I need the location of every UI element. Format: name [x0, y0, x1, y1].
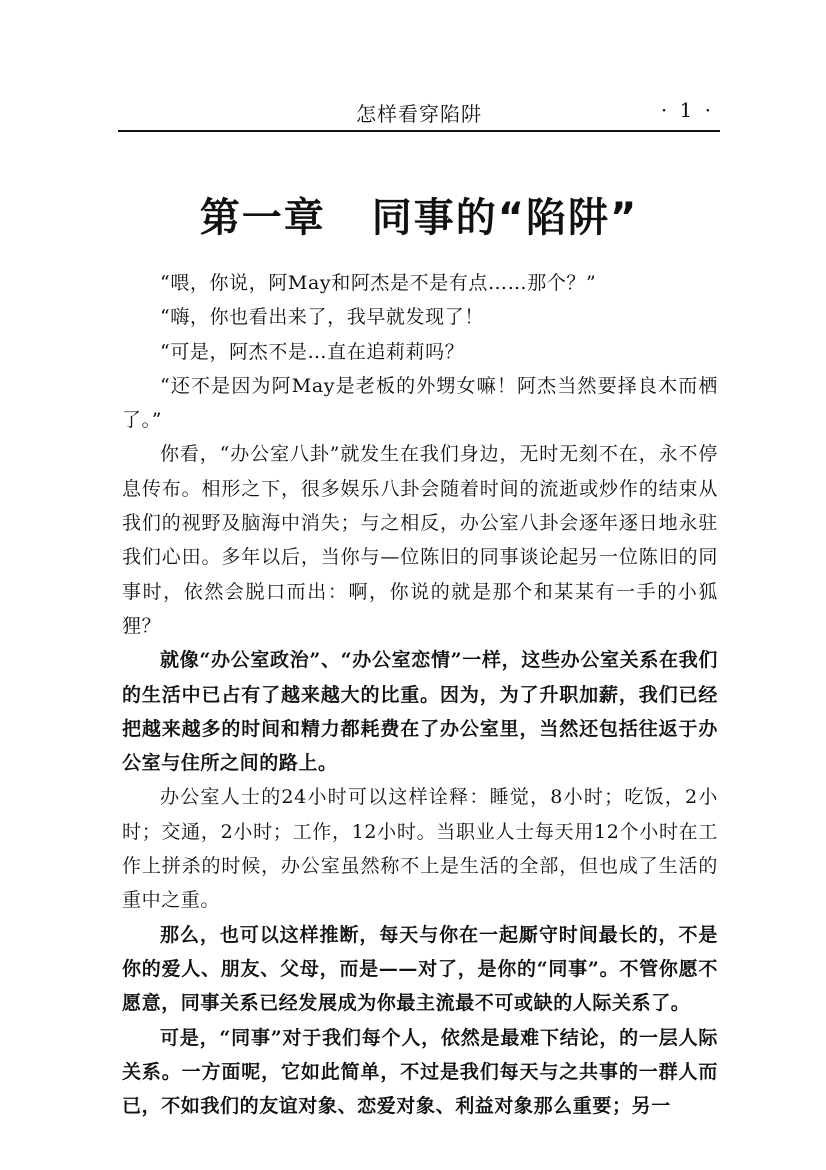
running-header — [118, 96, 720, 132]
paragraph-8: 那么，也可以这样推断，每天与你在一起厮守时间最长的，不是你的爱人、朋友、父母，而是——对了，是你的“同事”。不管你愿不愿意，同事关系已经发展成为你最主流最不可或缺的人际关系了。 — [122, 923, 718, 1015]
paragraph-9: 可是，“同事”对于我们每个人，依然是最难下结论，的一层人际关系。一方面呢，它如此简单，不过是我们每天与之共事的一群人而已，不如我们的友谊对象、恋爱对象、利益对象那么重要；另一 — [122, 1026, 718, 1118]
header-rule — [118, 130, 720, 132]
running-header-title: 怎样看穿陷阱 — [356, 102, 482, 126]
chapter-number: 第一章 — [199, 195, 326, 241]
body-text — [122, 266, 718, 1123]
page-number: · 1 · — [660, 98, 714, 122]
paragraph-7: 办公室人士的24小时可以这样诠释：睡觉，8小时；吃饭，2小时；交通，2小时；工作，12小时。当职业人士每天用12个小时在工作上拼杀的时候，办公室虽然称不上是生活的全部，但也成了生活的重中之重。 — [122, 786, 718, 912]
paragraph-6: 就像“办公室政治”、“办公室恋情”一样，这些办公室关系在我们的生活中已占有了越来越大的比重。因为，为了升职加薪，我们已经把越来越多的时间和精力都耗费在了办公室里，当然还包括往返于办公室与住所之间的路上。 — [122, 649, 718, 775]
paragraph-4: “还不是因为阿May是老板的外甥女嘛！阿杰当然要择良木而栖了。” — [122, 374, 718, 432]
chapter-title: 同事的“陷阱” — [371, 195, 639, 241]
chapter-heading — [118, 186, 720, 243]
paragraph-5: 你看，“办公室八卦”就发生在我们身边，无时无刻不在，永不停息传布。相形之下，很多娱乐八卦会随着时间的流逝或炒作的结束从我们的视野及脑海中消失；与之相反，办公室八卦会逐年逐日地永驻我们心田。多年以后，当你与—位陈旧的同事谈论起另一位陈旧的同事时，依然会脱口而出：啊，你说的就是那个和某某有一手的小狐狸？ — [122, 443, 718, 637]
paragraph-1: “喂，你说，阿May和阿杰是不是有点……那个？” — [160, 272, 597, 294]
paragraph-3: “可是，阿杰不是…直在追莉莉吗？ — [160, 340, 465, 363]
paragraph-2: “嗨，你也看出来了，我早就发现了！ — [160, 306, 484, 329]
